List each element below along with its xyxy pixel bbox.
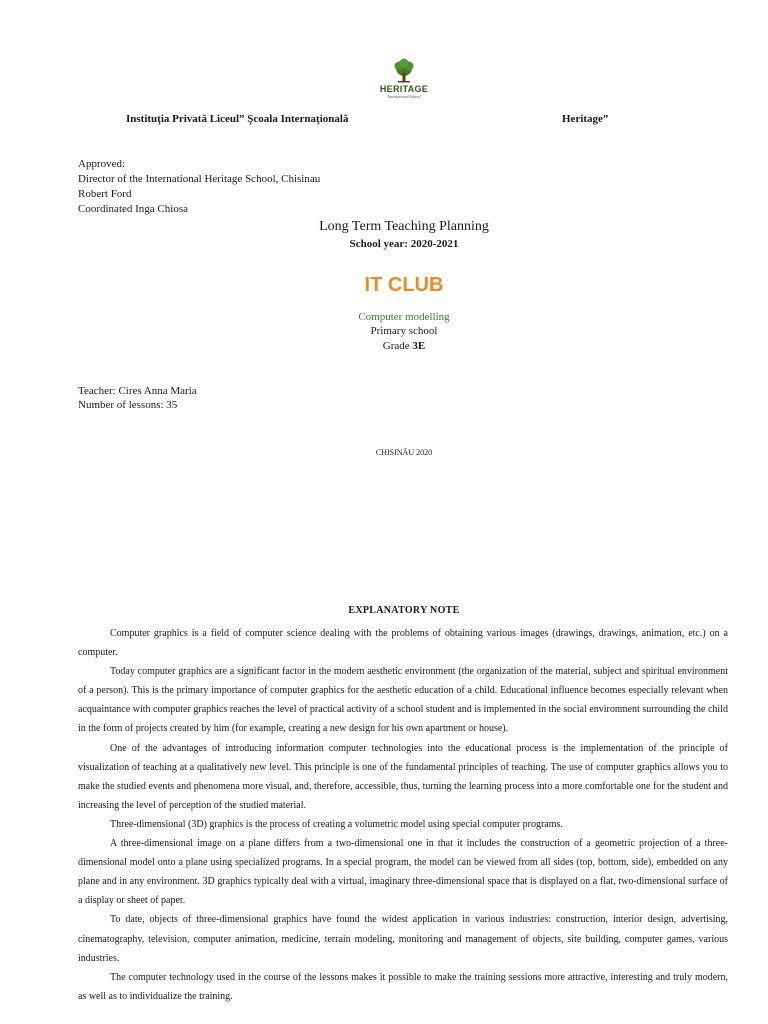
paragraph: One of the advantages of introducing information computer technologies into the educational process is the implementation of the principle of visualization of teaching at a qualitatively new level. This principle is one of the fundamental principles of teaching. The use of computer graphics allows you to make the studied events and phenomena more visual, and, therefore, accessible, thus, turning the learning process into a more comfortable one for the student and increasing the level of perception of the studied material.	[78, 742, 728, 811]
paragraph: Computer graphics is a field of computer science dealing with the problems of obtaining various images (drawings, drawings, animation, etc.) on a computer.	[78, 628, 728, 659]
paragraph: The computer technology used in the course of the lessons makes it possible to make the training sessions more attractive, interesting and truly modern, as well as to individualize the training.	[78, 971, 728, 1002]
teacher-name: Teacher: Cires Anna Maria	[78, 385, 197, 397]
paragraph: A three-dimensional image on a plane differs from a two-dimensional one in that it includes the construction of a geometric projection of a three-dimensional model onto a plane using specialized programs. In a special program, the model can be viewed from all sides (top, bottom, side), embedded on any plane and in any environment. 3D graphics typically deal with a virtual, imaginary three-dimensional space that is displayed on a flat, two-dimensional surface of a display or sheet of paper.	[78, 838, 728, 907]
institution-name: Instituţia Privată Liceul” Şcoala Internaţională	[126, 113, 349, 125]
paragraph: Three-dimensional (3D) graphics is the process of creating a volumetric model using special computer programs.	[110, 818, 563, 830]
paragraph: Today computer graphics are a significant factor in the modern aesthetic environment (the organization of the material, subject and spiritual environment of a person). This is the primary importance of computer graphics for the aesthetic education of a child. Educational influence becomes especially relevant when acquaintance with computer graphics reaches the level of practical activity of a school student and is implemented in the social environment surrounding the child in the form of projects created by him (for example, creating a new design for his own apartment or house).	[78, 666, 728, 735]
paragraph: To date, objects of three-dimensional graphics have found the widest application in various industries: construction, interior design, advertising, cinematography, television, computer animation, medicine, terrain modeling, monitoring and management of objects, site building, computer games, various industries.	[78, 914, 728, 964]
approval-line: Approved:	[78, 158, 126, 170]
subject: Computer modelling	[358, 311, 450, 323]
institution-name-end: Heritage”	[562, 113, 609, 125]
approval-line: Director of the International Heritage School, Chisinau	[78, 173, 321, 185]
grade-value: 3E	[412, 340, 426, 352]
club-title: IT CLUB	[364, 274, 444, 296]
school-logo	[372, 58, 436, 104]
explanatory-note-body	[78, 624, 728, 1006]
tree-icon	[391, 58, 417, 84]
teacher-block	[78, 384, 197, 412]
grade-label: Grade	[382, 340, 413, 352]
document-title: Long Term Teaching Planning	[319, 219, 489, 234]
logo-name: HERITAGE	[379, 84, 429, 94]
logo-subtitle: International School	[387, 94, 421, 99]
city-year: CHISINĂU 2020	[375, 448, 433, 457]
approval-line: Coordinated Inga Chiosa	[78, 203, 188, 215]
grade	[0, 340, 768, 352]
approval-block	[78, 157, 320, 217]
school-level: Primary school	[370, 325, 438, 337]
lesson-count: Number of lessons: 35	[78, 399, 178, 411]
approval-line: Robert Ford	[78, 188, 132, 200]
section-heading: EXPLANATORY NOTE	[348, 605, 460, 616]
school-year: School year: 2020-2021	[349, 238, 459, 250]
